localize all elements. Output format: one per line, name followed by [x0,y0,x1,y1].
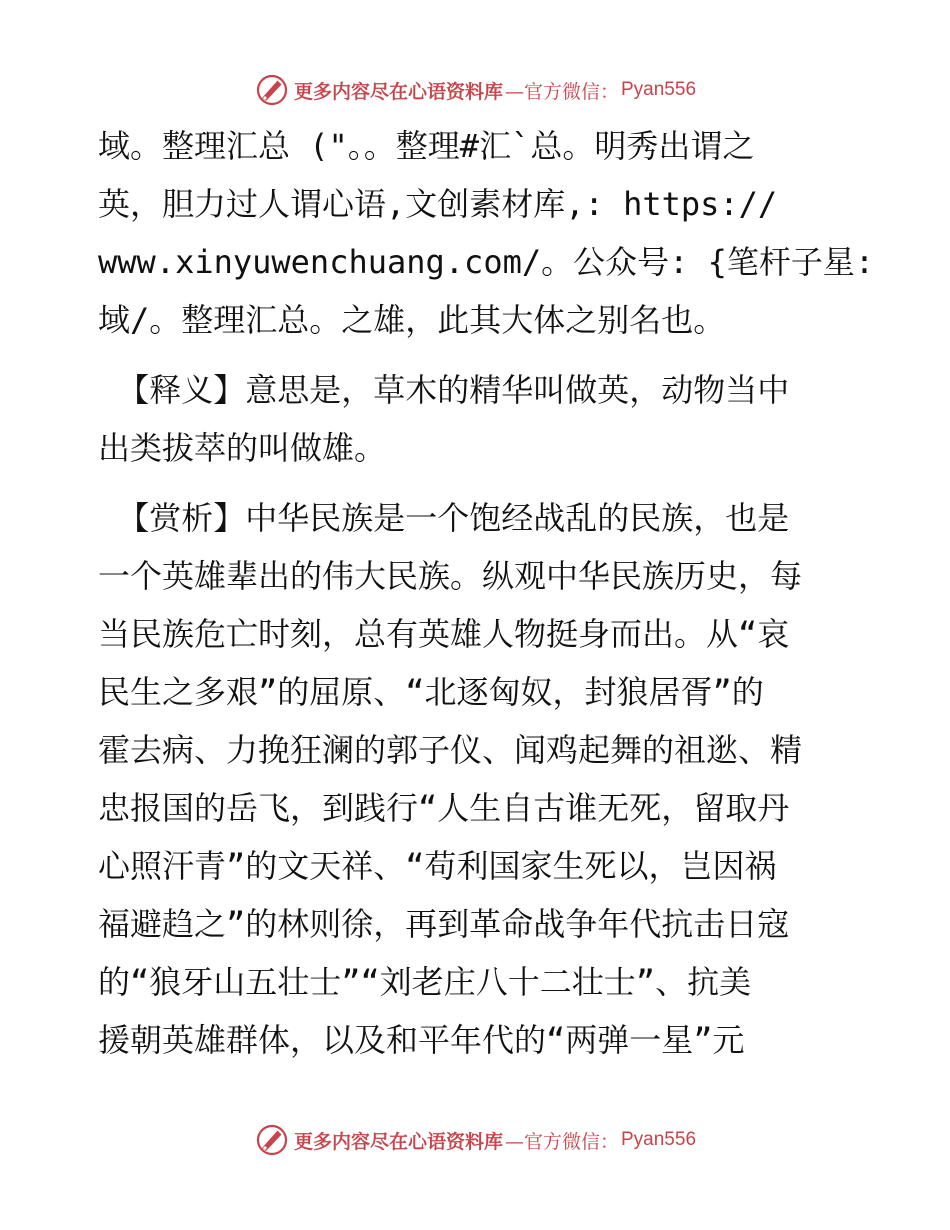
text-line: 【赏析】中华民族是一个饱经战乱的民族，也是 [98,499,790,537]
footer-banner [0,1120,950,1160]
text-line: 忠报国的岳飞，到践行“人生自古谁无死，留取丹 [98,789,790,827]
text-line: 英，胆力过人谓心语,文创素材库,: https:// [98,185,778,223]
banner-wechat-id: Pyan556 [621,1129,697,1150]
text-line: 出类拔萃的叫做雄。 [98,429,387,467]
text-line: 霍去病、力挽狂澜的郭子仪、闻鸡起舞的祖逖、精 [98,731,803,769]
banner-title: 更多内容尽在心语资料库 [293,80,503,103]
text-line: 域/。整理汇总。之雄，此其大体之别名也。 [98,301,726,339]
text-line: 【释义】意思是，草木的精华叫做英，动物当中 [98,371,790,409]
pen-logo-icon [254,72,290,108]
text-line: 民生之多艰”的屈原、“北逐匈奴，封狼居胥”的 [98,673,764,711]
text-line: 当民族危亡时刻，总有英雄人物挺身而出。从“哀 [98,615,790,653]
text-line: 域。整理汇总 ("。。整理#汇`总。明秀出谓之 [98,127,755,165]
paragraph-gap [98,477,858,489]
text-line: 心照汗青”的文天祥、“苟利国家生死以，岂因祸 [98,847,777,885]
banner-subtitle: —官方微信： [504,1130,619,1153]
text-line: 援朝英雄群体，以及和平年代的“两弹一星”元 [98,1021,745,1059]
paragraph-gap [98,349,858,361]
text-line: 福避趋之”的林则徐，再到革命战争年代抗击日寇 [98,905,790,943]
text-line: 的“狼牙山五壮士”“刘老庄八十二壮士”、抗美 [98,963,752,1001]
pen-logo-icon [254,1122,290,1158]
text-line: 一个英雄辈出的伟大民族。纵观中华民族历史，每 [98,557,803,595]
body-text [98,117,875,1069]
banner-title: 更多内容尽在心语资料库 [293,1130,503,1153]
banner-subtitle: —官方微信： [504,80,619,103]
banner-wechat-id: Pyan556 [621,79,697,100]
header-banner [0,70,950,110]
text-line: www.xinyuwenchuang.com/。公众号: {笔杆子星: [98,243,875,281]
